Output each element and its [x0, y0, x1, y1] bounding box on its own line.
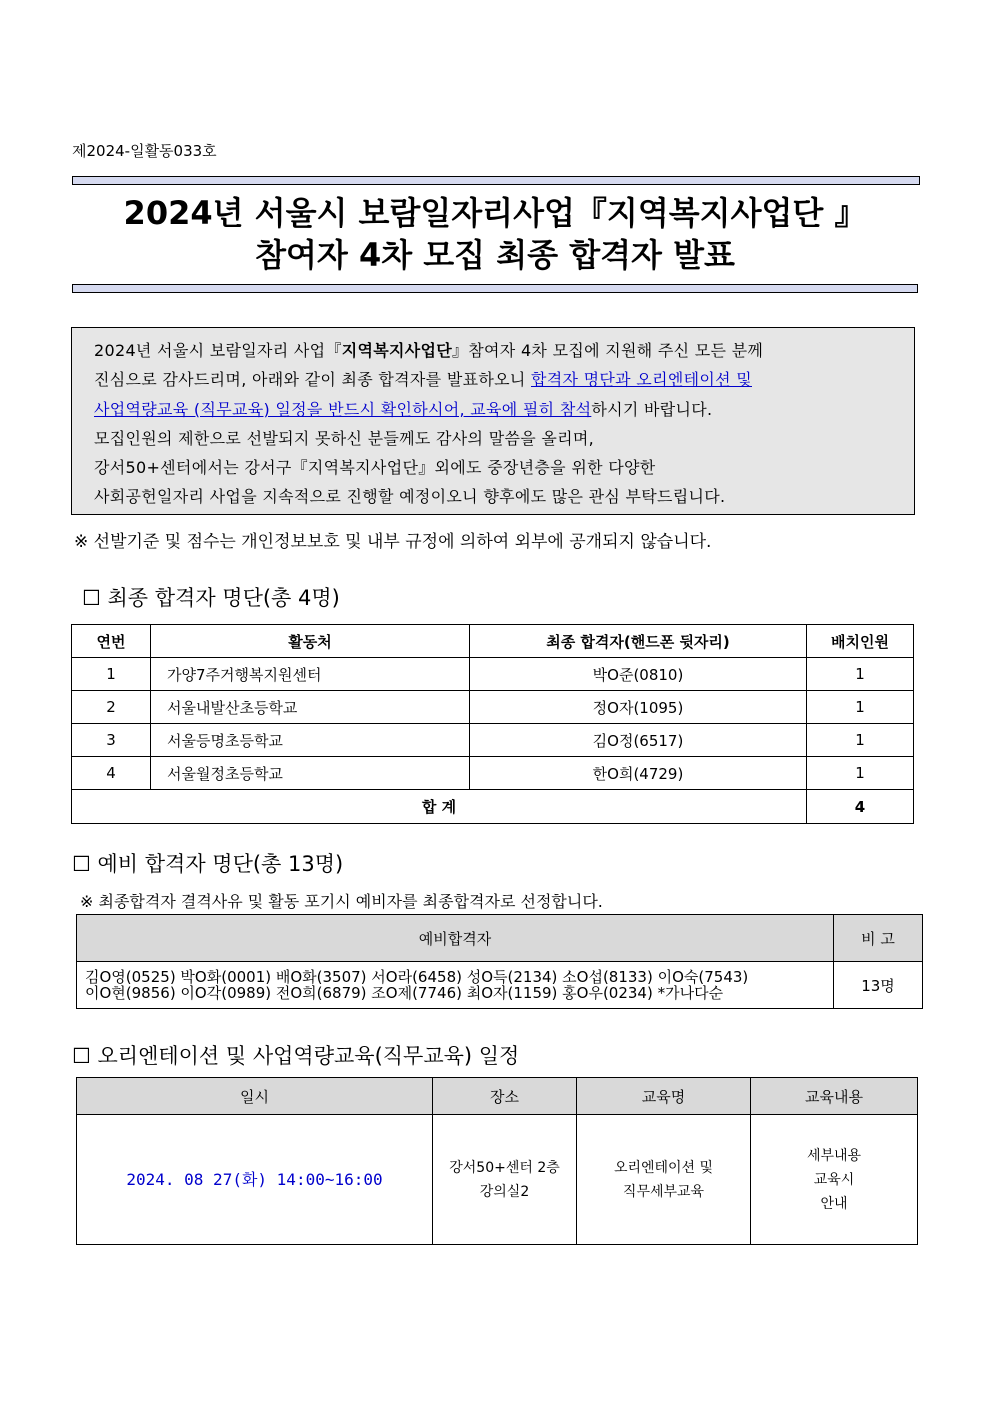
title-bar-top [72, 176, 920, 185]
final-table [71, 624, 914, 824]
cell: 서울내발산초등학교 [151, 691, 470, 724]
col-header: 예비합격자 [77, 915, 834, 962]
table-row [72, 658, 914, 691]
title-line-1: 2024년 서울시 보람일자리사업『지역복지사업단 』 [123, 194, 867, 232]
col-header: 일시 [77, 1078, 433, 1115]
total-label: 합 계 [72, 790, 807, 824]
course-name: 직무세부교육 [622, 1183, 705, 1200]
col-header: 장소 [433, 1078, 577, 1115]
schedule-table [76, 1077, 918, 1245]
reserve-heading: ☐ 예비 합격자 명단(총 13명) [72, 852, 344, 876]
cell: 2 [72, 691, 151, 724]
cell: 정O자(1095) [470, 691, 807, 724]
total-value: 4 [807, 790, 914, 824]
cell: 박O준(0810) [470, 658, 807, 691]
reserve-names: 김O영(0525) 박O화(0001) 배O화(3507) 서O라(6458) 성O득(2134) 소O섭(8133) 이O숙(7543) [85, 968, 749, 986]
intro-text: 하시기 바랍니다. [591, 399, 713, 419]
intro-box [71, 327, 915, 515]
final-heading: ☐ 최종 합격자 명단(총 4명) [82, 586, 340, 610]
col-header: 배치인원 [807, 625, 914, 658]
table-row [72, 691, 914, 724]
cell: 1 [807, 757, 914, 790]
cell: 1 [807, 658, 914, 691]
schedule-heading: ☐ 오리엔테이션 및 사업역량교육(직무교육) 일정 [72, 1044, 520, 1068]
intro-text: 사회공헌일자리 사업을 지속적으로 진행할 예정이오니 향후에도 많은 관심 부탁드립니다. [94, 487, 726, 507]
course-name: 오리엔테이션 및 [613, 1159, 714, 1176]
cell: 1 [807, 724, 914, 757]
course-content: 교육시 [813, 1171, 855, 1188]
intro-text: 강서50+센터에서는 강서구『지역복지사업단』외에도 중장년층을 위한 다양한 [94, 458, 656, 478]
reserve-note: ※ 최종합격자 결격사유 및 활동 포기시 예비자를 최종합격자로 선정합니다. [80, 892, 603, 911]
table-row [72, 724, 914, 757]
doc-number: 제2024-일활동033호 [72, 142, 217, 160]
col-header: 비 고 [834, 915, 923, 962]
place: 강서50+센터 2층 [449, 1159, 560, 1176]
reserve-table [76, 914, 923, 1009]
col-header: 최종 합격자(핸드폰 뒷자리) [470, 625, 807, 658]
cell: 4 [72, 757, 151, 790]
cell: 서울월정초등학교 [151, 757, 470, 790]
intro-text: 진심으로 감사드리며, 아래와 같이 최종 합격자를 발표하오니 [94, 370, 531, 390]
privacy-note: ※ 선발기준 및 점수는 개인정보보호 및 내부 규정에 의하여 외부에 공개되지 않습니다. [74, 532, 712, 552]
course-content: 세부내용 [806, 1147, 862, 1164]
col-header: 교육내용 [751, 1078, 918, 1115]
datetime: 2024. 08 27(화) 14:00~16:00 [77, 1115, 433, 1245]
intro-highlight: 사업역량교육 (직무교육) 일정을 반드시 확인하시어, 교육에 필히 참석 [94, 399, 592, 419]
course-content: 안내 [820, 1195, 848, 1212]
title-line-2: 참여자 4차 모집 최종 합격자 발표 [255, 236, 735, 274]
col-header: 활동처 [151, 625, 470, 658]
cell: 1 [72, 658, 151, 691]
table-row [77, 962, 923, 1009]
reserve-names: 이O현(9856) 이O각(0989) 전O희(6879) 조O제(7746) 최O자(1159) 홍O우(0234) *가나다순 [85, 984, 724, 1002]
table-row [77, 1115, 918, 1245]
intro-text: 』참여자 4차 모집에 지원해 주신 모든 분께 [452, 341, 764, 360]
intro-bold: 지역복지사업단 [341, 341, 452, 360]
place: 강의실2 [479, 1183, 530, 1200]
cell: 가양7주거행복지원센터 [151, 658, 470, 691]
table-row [72, 757, 914, 790]
col-header: 교육명 [577, 1078, 751, 1115]
intro-highlight: 합격자 명단과 오리엔테이션 및 [531, 370, 752, 390]
cell: 김O정(6517) [470, 724, 807, 757]
intro-text: 2024년 서울시 보람일자리 사업『 [94, 341, 342, 360]
total-row [72, 790, 914, 824]
cell: 한O희(4729) [470, 757, 807, 790]
cell: 서울등명초등학교 [151, 724, 470, 757]
cell: 1 [807, 691, 914, 724]
cell: 13명 [834, 962, 923, 1009]
intro-text: 모집인원의 제한으로 선발되지 못하신 분들께도 감사의 말씀을 올리며, [94, 428, 595, 448]
cell: 3 [72, 724, 151, 757]
col-header: 연번 [72, 625, 151, 658]
title-bar-bottom [72, 284, 918, 293]
